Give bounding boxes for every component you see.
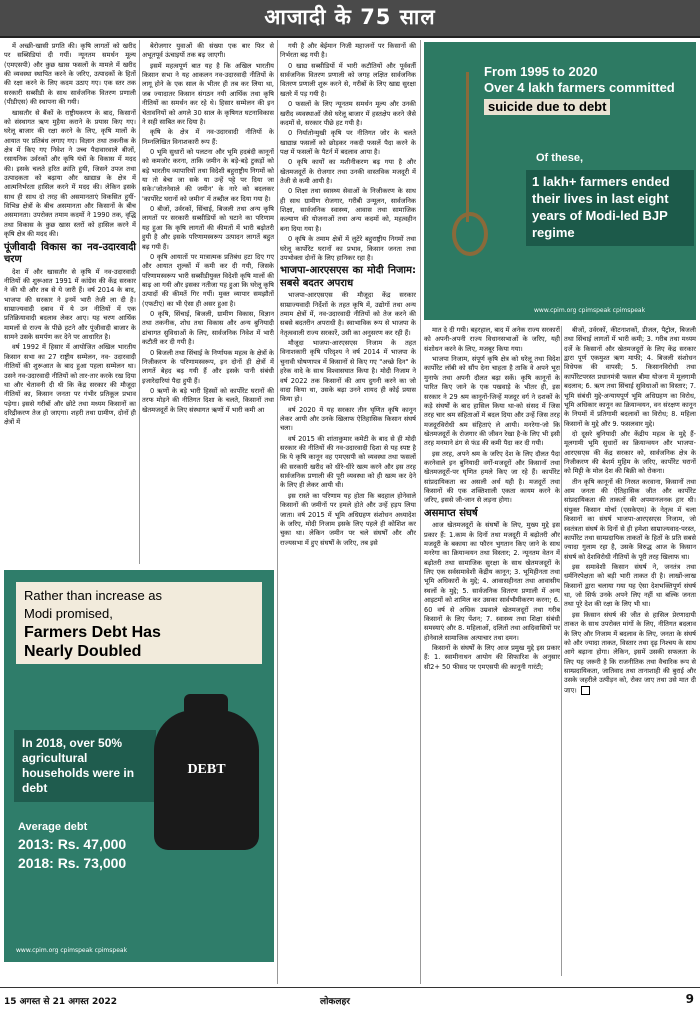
rope-icon bbox=[466, 72, 469, 222]
paragraph: 0 कृषि, सिंचाई, बिजली, ग्रामीण विकास, विज्ञान तथा तकनीक, शोध तथा विकास और अन्य बुनियादी ढांचागत सुविधाओं के लिए, सार्वजनिक निवेश में भारी कटौती कर दी गयी है। bbox=[142, 310, 274, 347]
noose-icon bbox=[452, 212, 488, 256]
paragraph: वर्ष 2015 की शांताकुमार कमेटी के बाद से ही मोदी सरकार की नीतियों की नव-उदारवादी दिशा से यह स्पष्ट है कि ये कृषि कानून वह एमएसपी को व्यवस्था तथा फसलों की सरकारी खरीद को धीरे-धीरे खत्म करने और इस तरह सार्वजनिक प्रणाली की पूरी व्यवस्था को ही खत्म कर देने के लिए ही लेकर आयी थी। bbox=[280, 434, 416, 490]
infographic-credit: www.cpim.org cpimspeak cpimspeak bbox=[534, 307, 646, 314]
section-title: आजादी के 75 साल bbox=[264, 5, 436, 29]
paragraph: खासतौर से बैंकों के राष्ट्रीयकरण के बाद, किसानों को संस्थागत ऋण मुहैया कराने के प्रयास किए गए। घरेलू बाजार की रक्षा करने के लिए, कृषि मालों के आयात पर प्रतिबंध लगाए गए। विज्ञान तथा तकनीक के क्षेत्र में किए गए निवेश ने उच्च पैदावारवाले बीजों, रसायनिक उर्वरकों और कृषि यंत्रों के विकास में मदद की। इसके चलते हरित क्रांति हुयी, जिसने उपज तथा उत्पादकता को बढ़ाया और खाद्यान्न के क्षेत्र में आत्मनिर्भरता हासिल करने में मदद की। लेकिन इसके साथ ही साथ दो तरह की असमानताएं विकसित हुयीं-विभिन्न क्षेत्रों के बीच असमानता और किसानों के बीच असमानता। उपरोक्त तमाम कदमों ने 1990 तक, वृद्धि तथा विकास के कुछ खास स्तरों को हासिल करने में कृषि क्षेत्र की मदद की। bbox=[4, 108, 136, 239]
debt-bag-icon bbox=[154, 710, 259, 850]
suicide-statistic: 1 lakh+ farmers ended their lives in last eight years of Modi-led BJP regime bbox=[526, 170, 694, 246]
headline-line: From 1995 to 2020 bbox=[484, 64, 598, 79]
paragraph: बीजों, उर्वरकों, कीटनाशकों, डीजल, पैट्रोल, बिजली तथा सिंचाई लागतों में भारी कमी; 3. गरीब तथा मध्यम दर्जे के किसानों और खेतमजदूरों के लिए केंद्र सरकार द्वारा पूर्ण एकमुश्त ऋण माफी; 4. बिजली संशोधन विधेयक की वापसी; 5. किसानविरोधी तथा कार्पोरेटपरस्त प्रधानमंत्री फसल बीमा योजना में मूलगामी बदलाव; 6. ऋण तथा सिंचाई सुविधाओं का विस्तार; 7. भूमि संबंधी मुद्दे-अन्यायपूर्ण भूमि अधिग्रहण का विरोध, भूमि अधिकार कानून का क्रियान्वयन, वन संरक्षण कानून के नियमों में प्रतिगामी बदलावों का विरोध; 8. महिला किसानों के मुद्दे और 9. फसलवार मुद्दे। bbox=[564, 326, 696, 428]
paragraph: 0 बिजली तथा सिंचाई के निर्णायक महत्व के क्षेत्रों के निजीकरण के परिणामस्वरूप, इन दोनों ही क्षेत्रों में लागतें बेहद बढ़ गयी हैं और इसके पानी संबंधी इजारेदारियां पैदा हुयी हैं। bbox=[142, 348, 274, 385]
paragraph: 0 ऋणों के बड़े भारी हिस्सों को कार्पोरेट घरानों की तरफ मोड़ने की नीतिगत दिशा के चलते, किसानों तथा खेतमजदूरों के लिए संस्थागत ऋणों में भारी कमी आ bbox=[142, 386, 274, 414]
average-debt bbox=[18, 820, 158, 873]
infographic-banner bbox=[16, 582, 262, 664]
farmer-suicide-infographic bbox=[424, 42, 696, 320]
average-debt-2013: 2013: Rs. 47,000 bbox=[18, 835, 127, 852]
paragraph-text: इस किसान संघर्ष की जीत से हासिल प्रेरणादायी ताकत के साथ उपरोक्त मांगों के लिए, नीतिगत बदलाव के लिए और निजाम में बदलाव के लिए, जनता के संघर्ष को और ज्यादा ताकत, विस्तार तथा दृढ़ निश्चय के साथ आगे बढ़ाना होगा। लेकिन, इसमें उसकी सफलता के लिए यह जरूरी है कि राजनीतिक तथा वैचारिक रूप से साम्प्रदायिकता, जातिवाद तथा तानाशाही की बुराई और उसके जहरीले उत्पीड़न को, रोका जाए तथा उसे मात दी जाए। bbox=[564, 610, 696, 695]
average-debt-2018: 2018: Rs. 73,000 bbox=[18, 854, 127, 871]
paragraph: देश में और खासतौर से कृषि में नव-उदारवादी नीतियों की शुरूआत 1991 में कांग्रेस की केंद्र सरकार ने की थी और तब से ये जारी हैं। वर्ष 2014 के बाद, भाजपा की सरकार ने इनमें भारी तेजी ला दी है। साम्राज्यवादी दबाव में ये उन नीतियों में एक प्रतिक्रियावादी बदलाव लेकर आए। यह चरण आर्थिक मामलों से राज्य के पीछे हटने और पूंजीवादी बाजार के सामने उसके समर्पण कर देने पर आधारित है। bbox=[4, 267, 136, 342]
paragraph: इस समावेशी किसान संघर्ष ने, जनतंत्र तथा धर्मनिरपेक्षता को बड़ी भारी ताकत दी है। लाखों-लाख किसानों द्वारा चलाया गया यह ऐसा देशभक्तिपूर्ण संघर्ष था, जो सिर्फ उनके अपने लिए नहीं था बल्कि जनता तथा पूरे देश की रक्षा के लिए भी था। bbox=[564, 562, 696, 609]
paragraph: इस रास्ते का परिणाम यह होता कि बदहाल होनेवाले किसानों की जमीनों पर हमले होते और उन्हें हड़प लिया जाता। वर्ष 2015 में भूमि अधिग्रहण संशोधन अध्यादेश के जरिए, मोदी निजाम इसके लिए पहले ही कोशिश कर चुका था। लेकिन जमीन पर चले संघर्षों और और राज्यसभा में हुए संघर्षों के जरिए, तब इसे bbox=[280, 491, 416, 547]
paragraph: आज खेतमजदूरों के संघर्षों के लिए, मुख्य मुद्दे इस प्रकार हैं: 1.काम के दिनों तथा मजदूरी में बढ़ोतरी और मजदूरी के बकाया का फौरन भुगतान किए जाने के साथ मनरेगा का क्रियान्वयन तथा विस्तार; 2. न्यूनतम वेतन में बढ़ोतरी तथा सामाजिक सुरक्षा के साथ खेतमजदूरों के लिए एक सर्वसमावेशी केंद्रीय कानून; 3. भूमिहीनता तथा भूमि अधिकारों के मुद्दे; 4. आवासहीनता तथा आवासीय स्थलों के मुद्दे; 5. सार्वजनिक वितरण प्रणाली में अन्य आइटमों को शामिल कर उसका सार्वभौमीकरण करना; 6. 60 वर्ष से अधिक उम्रवाले खेतमजदूरों तथा गरीब किसानों के लिए पेंशन; 7. स्वास्थ्य तथा शिक्षा संबंधी समस्याएं और 8. महिलाओं, दलितों तथा आदिवासियों पर होनेवाले सामाजिक अत्याचार तथा दमन। bbox=[424, 521, 560, 642]
headline-highlight: suicide due to debt bbox=[484, 99, 610, 115]
article-column-5 bbox=[564, 326, 696, 974]
end-mark-icon bbox=[581, 686, 590, 695]
paragraph: वर्ष 1992 में हिसार में आयोजित अखिल भारतीय किसान सभा का 27 राष्ट्रीय सम्मेलन, नव- उदारवादी नीतियों की शुरूआत के बाद हुआ पहला सम्मेलन था। उसने नव-उदारवादी नीतियों को तार-तार करके रख दिया था और चेतावनी दी थी कि केंद्र सरकार की मौजूदा नीतियों का, किसान जनता पर गंभीर प्रतिकूल प्रभाव पड़ेगा। इससे गरीबों और छोटे तथा मध्यम किसानों का दरिद्रीकरण तेज हो जाएगा। शहरी तथा ग्रामीण, दोनों ही क्षेत्रों में bbox=[4, 343, 136, 427]
paragraph: वर्ष 2020 में यह सरकार तीन घृणित कृषि कानून लेकर आयी और उनके खिलाफ ऐतिहासिक किसान संघर्ष चला। bbox=[280, 405, 416, 433]
subheading: असमाप्त संघर्ष bbox=[424, 507, 478, 519]
paragraph: 0 भूमि सुधारों को पलटना और भूमि हदबंदी कानूनों को कमजोर करना, ताकि जमीन के बड़े-बड़े टुकड़ों को बड़े भारतीय व्यापारियों तथा विदेशी बहुराष्ट्रीय निगमों को या तो बेचा जा सके या उन्हें पट्टे पर दिया जा सके।'जोतनेवाले की जमीन' के नारे को बदलकर 'कार्पोरेट घरानों को जमीन' में तब्दील कर दिया गया है। bbox=[142, 147, 274, 203]
paragraph: कृषि के क्षेत्र में नव-उदारवादी नीतियों के निम्नलिखित विनाशकारी रूप हैं: bbox=[142, 128, 274, 146]
paragraph: 0 बीजों, उर्वरकों, सिंचाई, बिजली तथा अन्य कृषि लागतों पर सरकारी सब्सीडियों को घटाने का परिणाम यह हुआ कि कृषि लागतों की कीमतों में भारी बढ़ोतरी हुयी है और इसके परिणामस्वरूप उत्पादन लागतें बहुत बढ़ गयी हैं। bbox=[142, 205, 274, 251]
column-rule bbox=[561, 326, 562, 976]
paragraph: 0 फसलों के लिए न्यूनतम समर्थन मूल्य और उनकी खरीद व्यवस्थाओं जैसे घरेलू बाजार में हस्तक्षेप करने जैसे कदमों से, सरकार पीछे हट गयी है। bbox=[280, 100, 416, 127]
paragraph: मात दे दी गयी। बहरहाल, बाद में अनेक राज्य सरकारों को अपनी-अपनी राज्य विधानसभाओं के जरिए, यही संशोधन करने के लिए, मजबूर किया गया। bbox=[424, 326, 560, 353]
paragraph: दो दूसरे बुनियादी और केंद्रीय महत्व के मुद्दे हैं-मूलगामी भूमि सुधारों का क्रियान्वयन और भाजपा-आरएसएस की केंद्र सरकार को, सार्वजनिक क्षेत्र के निजीकरण की बेशर्म मुहिम के जरिए, कार्पोरेट घरानों को मिट्टी के मोल देश की बिक्री को रोकना। bbox=[564, 429, 696, 476]
article-column-3 bbox=[280, 42, 416, 1002]
article-column-4 bbox=[424, 326, 560, 974]
paragraph: गयी है और बेईमान निजी महाजनों पर किसानों की निर्भरता बढ़ गयी है। bbox=[280, 42, 416, 60]
banner-line: Farmers Debt Has bbox=[24, 624, 161, 641]
paragraph: 0 निर्यातोन्मुखी कृषि पर नीतिगत जोर के चलते खाद्यान्न फसलों को छोड़कर नकदी फसलें पैदा करने के पक्ष में फसलों के पैटर्न में बदलाव आया है। bbox=[280, 129, 416, 156]
paragraph: इस तरह, अपने श्रम के जरिए देश के लिए दौलत पैदा करनेवाले इन बुनियादी वर्गों-मजदूरों और किसानों तथा खेतमजदूरों-पर घृणित हमले किए जा रहे हैं। कार्पोरेट सांप्रदायिकता का असली अर्थ यही है। मजदूरों तथा किसानों की एक शक्तिशाली एकता कायम करने के जरिए, इससे जी-जान से लड़ना होगा। bbox=[424, 449, 560, 505]
average-debt-title: Average debt bbox=[18, 821, 88, 833]
paragraph: तीन कृषि कानूनों की निरस्त करवाना, किसानों तथा आम जनता की ऐतिहासिक जीत और कार्पोरेट सांप्रदायिकता की ताकतों की अपमानजनक हार थी। संयुक्त किसान मोर्चा (एसकेएम) के नेतृत्व में चला किसानों का संघर्ष भाजपा-आरएसएस निजाम, जो स्वतंत्रता संघर्ष के दिनों से ही हमेशा साम्राज्यवाद-परस्त, कार्पोरेट तथा साम्प्रदायिक ताकतों के हितों के प्रति सबसे ज्यादा गुलाम रहा है, उसके विरुद्ध आज के किसान संघर्ष को देशविरोधी नीतियों के पूरी तरह खिलाफ था। bbox=[564, 477, 696, 561]
subheading: भाजपा-आरएसएस का मोदी निजाम: सबसे बदतर अपराध bbox=[280, 265, 416, 289]
paragraph: 0 कृषि के तमाम क्षेत्रों में लुटेरे बहुराष्ट्रीय निगमों तथा घरेलू कार्पोरेट घरानों का प्रभाव, किसान जनता तथा उपभोक्ता दोनों के लिए हानिकर रहा है। bbox=[280, 235, 416, 262]
issue-date: 15 अगस्त से 21 अगस्त 2022 bbox=[4, 997, 117, 1007]
infographic-credit: www.cpim.org cpimspeak cpimspeak bbox=[16, 947, 128, 954]
paragraph: मौजूदा भाजपा-आरएसएस निजाम के तहत विनाशकारी कृषि परिदृश्य ने वर्ष 2014 में भाजपा के चुनावी घोषणापत्र में किसानों से किए गए "अच्छे दिन" के हरेक वादे के साथ विश्वासघात किया है। मोदी निजाम ने वर्ष 2022 तक किसानों की आय दुगनी करने का जो वादा किया था, उसके बढ़ा उनने शायद ही कोई प्रयास किया हो। bbox=[280, 339, 416, 404]
of-these-label: Of these, bbox=[536, 152, 584, 164]
paragraph: 0 कृषि आयातों पर मात्रात्मक प्रतिबंध हटा दिए गए और आयात शुल्कों में कमी कर दी गयी, जिसके परिणामस्वरूप भारी सब्सीडीयुक्त विदेशी कृषि मालों की बाढ़ आ गयी और इसका नतीजा यह हुआ कि घरेलू कृषि उत्पादों की कीमतें गिर गयीं। मुक्त व्यापार समझौतों (एफटीए) का भी ऐसा ही असर हुआ है। bbox=[142, 252, 274, 308]
banner-line: Rather than increase as bbox=[24, 588, 163, 603]
debt-statistic: In 2018, over 50% agricultural households were in debt bbox=[14, 730, 156, 802]
paragraph bbox=[564, 611, 696, 696]
paragraph: 0 कृषि कार्यों का मशीनीकरण बढ़ गया है और खेतमजदूरों के रोजगार तथा उनकी वास्तविक मजदूरी में तेजी से कमी आयी है। bbox=[280, 158, 416, 186]
headline-line: Over 4 lakh farmers committed bbox=[484, 80, 675, 96]
column-rule bbox=[139, 40, 140, 564]
column-rule bbox=[277, 40, 278, 984]
paragraph: 0 खाद्य सब्सीडियों में भारी कटौतियों और पूर्ववर्ती सार्वजनिक वितरण प्रणाली को जगह लक्षित सार्वजनिक वितरण प्रणाली शुरू करने से, गरीबों के लिए खाद्य सुरक्षा खतरे में पड़ गयी है। bbox=[280, 61, 416, 98]
farmers-debt-infographic bbox=[4, 570, 274, 962]
bag-neck bbox=[184, 694, 228, 716]
page-number: 9 bbox=[685, 992, 694, 1006]
infographic-headline bbox=[484, 64, 684, 115]
bag-label: DEBT bbox=[187, 762, 226, 777]
paragraph: इसमें महत्वपूर्ण बात यह है कि अखिल भारतीय किसान सभा ने यह आकलन नव-उदारवादी नीतियों के लागू होने के एक साल के भीतर ही तब कर लिया था, जब ज्यादातर किसान संगठन नयी आर्थिक तथा कृषि नीतियों का समर्थन कर रहे थे। हिसार सम्मेलन की इन चेतावनियों को अगले 30 साल के कृषिगत घटनाविकास ने सही साबित कर दिया है। bbox=[142, 61, 274, 126]
paragraph: 0 शिक्षा तथा स्वास्थ्य सेवाओं के निजीकरण के साथ ही साथ ग्रामीण रोजगार, गरीबी उन्मूलन, सार्वजनिक शिक्षा, सार्वजनिक स्वास्थ्य, आवास तथा सामाजिक कल्याण की योजनाओं तथा अन्य कदमों को, महत्वहीन बना दिया गया है। bbox=[280, 187, 416, 233]
paragraph: भाजपा-आरएसएस की मौजूदा केंद्र सरकार साम्राज्यवादी निर्देशों के तहत कृषि में, उद्योगों तथा अन्य तमाम क्षेत्रों में, नव-उदारवादी नीतियों को तेज करने की सबसे बदतरीन अपराधी है। स्वाभाविक रूप से भाजपा के नेतृत्ववाली राज्य सरकारें, उसी का अनुसरण कर रही हैं। bbox=[280, 291, 416, 337]
paragraph: में अच्छी-खासी प्रगति की। कृषि लागतों को खरीद पर सब्सिडियां दी गयीं। न्यूनतम समर्थन मूल्य (एमएसपी) और कुछ खास फसलों के मामले में खरीद की व्यवस्था स्थापित करने के जरिए, उत्पादकों के हितों की रक्षा करने के लिए कदम उठाए गए। एक स्तर तक सरकारी सब्सीडी के साथ सार्वजनिक वितरण प्रणाली (पीडीएस) की स्थापना की गयी। bbox=[4, 42, 136, 107]
paragraph: बेरोजगार युवाओं की संख्या एक बार फिर से अभूतपूर्व ऊंचाइयों तक बढ़ जाएगी। bbox=[142, 42, 274, 60]
banner-line: Nearly Doubled bbox=[24, 643, 142, 660]
article-column-2 bbox=[142, 42, 274, 562]
paragraph: भाजपा निजाम, संपूर्ण कृषि क्षेत्र को घरेलू तथा विदेश कार्पोरेट लॉबी को सौंप देना चाहता है ताकि वे अपने भूरा मुनाफे तथा अपनी दौलत बढ़ा सकें। कृषि कानूनों के पारित किए जाने के एक पखवाड़े के भीतर ही, इस सरकार ने 29 श्रम कानूनों-जिन्हें मजदूर वर्ग ने दशकों के कड़े संघर्षों के बाद हासिल किया था-को संसद में जिस तरह चार श्रम संहिताओं में बदल दिया और उन्हें जिस तरह मजदूरविरोधी श्रम संहिताएं ले आयी। मनरेगा-जो कि खेतमजदूरों के रोजगार की जीवन रेखा है-के लिए भी इसी तरह मनमाने ढंग से फंड की कमी पैदा कर दी गयी। bbox=[424, 355, 560, 448]
page-footer bbox=[0, 987, 700, 1012]
publication-name: लोकलहर bbox=[320, 997, 350, 1007]
article-column-1 bbox=[4, 42, 136, 562]
column-rule bbox=[420, 40, 421, 984]
subheading: पूंजीवादी विकास का नव-उदारवादी चरण bbox=[4, 241, 136, 266]
banner-line: Modi promised, bbox=[24, 606, 113, 621]
section-header bbox=[0, 0, 700, 38]
paragraph: किसानों के संघर्षों के लिए आज प्रमुख मुद्दे इस प्रकार हैं: 1. स्वामीनाथन आयोग की सिफारिश के अनुसार सी2+ 50 फीसद पर एमएसपी की कानूनी गारंटी; bbox=[424, 644, 560, 671]
